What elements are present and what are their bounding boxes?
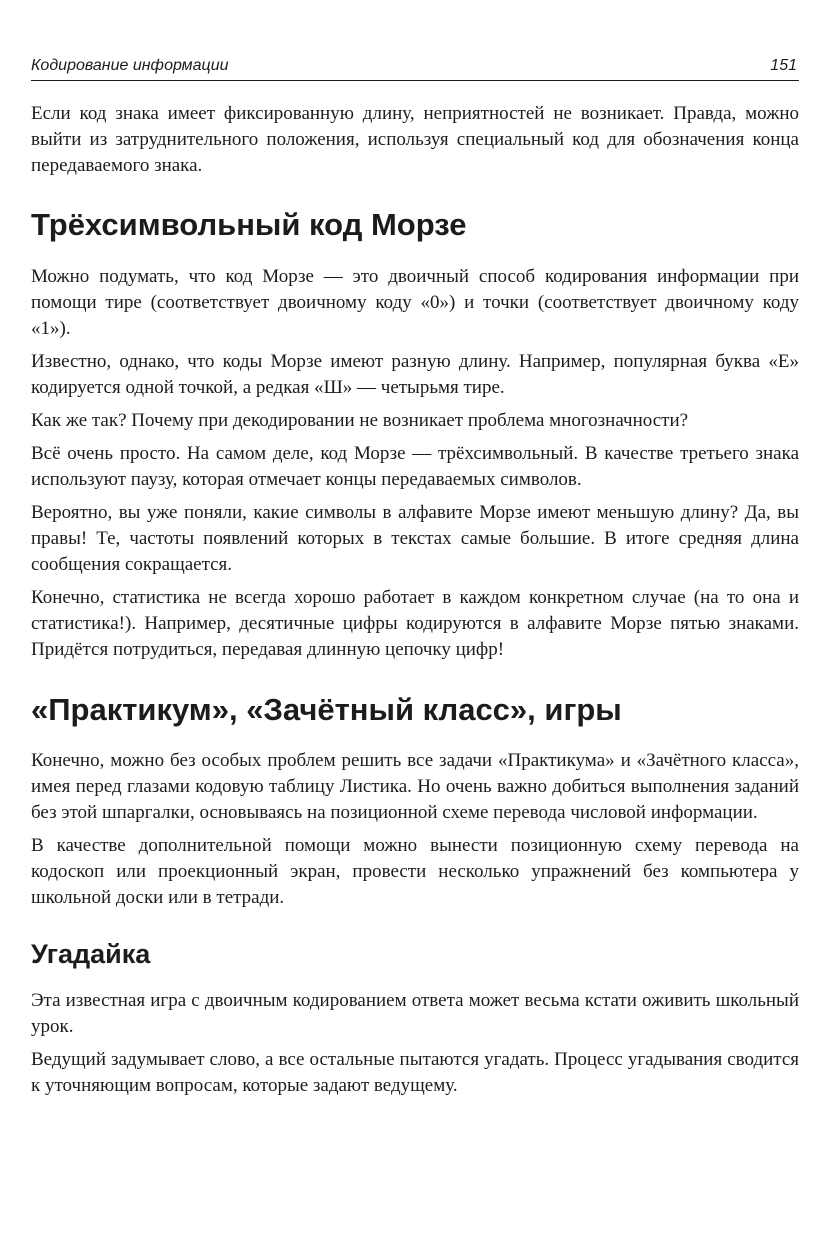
paragraph: Конечно, можно без особых проблем решить все задачи «Практикума» и «Зачётного класса», имея перед глазами кодовую таблицу Листика. Но очень важно добиться выполнения заданий без этой шпаргалки, основываясь на позиционной схеме перевода числовой информации.	[31, 750, 799, 823]
chapter-title: Кодирование информации	[31, 57, 229, 74]
paragraph: Ведущий задумывает слово, а все остальные пытаются угадать. Процесс угадывания сводится к уточняющим вопросам, которые задают ведущему.	[31, 1049, 799, 1096]
paragraph: Вероятно, вы уже поняли, какие символы в алфавите Морзе имеют меньшую длину? Да, вы правы! Те, частоты появлений которых в текстах самые большие. В итоге средняя длина сообщения сокращается.	[31, 502, 799, 575]
subsection-heading-ugadaika: Угадайка	[31, 939, 151, 969]
running-header	[31, 56, 799, 81]
section-heading-morse: Трёхсимвольный код Морзе	[31, 207, 467, 242]
paragraph: Всё очень просто. На самом деле, код Морзе — трёхсимвольный. В качестве третьего знака используют паузу, которая отмечает концы передаваемых символов.	[31, 443, 799, 490]
book-page	[31, 56, 799, 1099]
paragraph: Конечно, статистика не всегда хорошо работает в каждом конкретном случае (на то она и статистика!). Например, десятичные цифры кодируются в алфавите Морзе пятью знаками. Придётся потрудиться, передавая длинную цепочку цифр!	[31, 587, 799, 660]
paragraph: В качестве дополнительной помощи можно вынести позиционную схему перевода на кодоскоп или проекционный экран, провести несколько упражнений без компьютера у школьной доски или в тетради.	[31, 835, 799, 908]
paragraph: Известно, однако, что коды Морзе имеют разную длину. Например, популярная буква «Е» кодируется одной точкой, а редкая «Ш» — четырьмя тире.	[31, 351, 799, 398]
page-number: 151	[770, 57, 797, 74]
paragraph: Можно подумать, что код Морзе — это двоичный способ кодирования информации при помощи тире (соответствует двоичному коду «0») и точки (соответствует двоичному коду «1»).	[31, 266, 799, 339]
paragraph: Как же так? Почему при декодировании не возникает проблема многозначности?	[31, 410, 689, 431]
intro-paragraph: Если код знака имеет фиксированную длину, неприятностей не возникает. Правда, можно выйти из затруднительного положения, используя специальный код для обозначения конца передаваемого знака.	[31, 103, 799, 176]
paragraph: Эта известная игра с двоичным кодированием ответа может весьма кстати оживить школьный урок.	[31, 990, 799, 1037]
section-heading-practicum: «Практикум», «Зачётный класс», игры	[31, 692, 622, 727]
